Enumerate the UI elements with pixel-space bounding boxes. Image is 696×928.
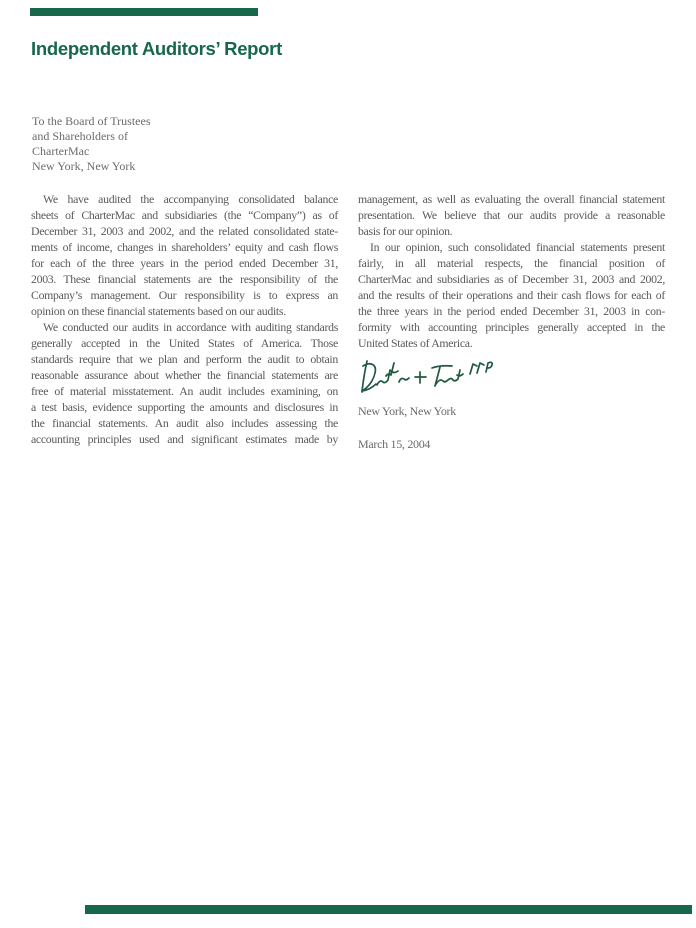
- text-line: We conducted our audits in accordance with auditing standards: [43, 320, 338, 334]
- text-line: for each of the three years in the period ended December 31,: [31, 256, 338, 270]
- text-line: a test basis, evidence supporting the amounts and disclosures in: [31, 400, 338, 414]
- text-line: management, as well as evaluating the overall financial statement: [358, 192, 665, 206]
- paragraph-audit-standards: [31, 319, 338, 447]
- text-line: CharterMac and subsidiaries as of December 31, 2003 and 2002,: [358, 272, 665, 286]
- signature-date: March 15, 2004: [358, 437, 431, 451]
- bottom-accent-rule: [85, 905, 692, 914]
- text-line: We have audited the accompanying consolidated balance: [43, 192, 338, 206]
- text-line: standards require that we plan and perform the audit to obtain: [31, 352, 338, 366]
- text-line: United States of America.: [358, 336, 473, 350]
- text-line: To the Board of Trustees: [32, 114, 151, 128]
- paragraph-opinion: [358, 239, 665, 351]
- text-line: basis for our opinion.: [358, 224, 453, 238]
- text-line: fairly, in all material respects, the financial position of: [358, 256, 665, 270]
- letter-body: [31, 191, 665, 452]
- text-line: formity with accounting principles generally accepted in the: [358, 320, 665, 334]
- text-line: generally accepted in the United States of America. Those: [31, 336, 338, 350]
- signature-deloitte-touche: [358, 358, 498, 398]
- left-column: [31, 191, 338, 452]
- paragraph-audit-standards-continued: [358, 191, 665, 239]
- text-line: sheets of CharterMac and subsidiaries (the “Company”) as of: [31, 208, 338, 222]
- text-line: the financial statements. An audit also includes assessing the: [31, 416, 338, 430]
- text-line: Company’s management. Our responsibility is to express an: [31, 288, 338, 302]
- text-line: 2003. These financial statements are the responsibility of the: [31, 272, 338, 286]
- text-line: accounting principles used and significant estimates made by: [31, 432, 338, 446]
- text-line: In our opinion, such consolidated financial statements present: [370, 240, 665, 254]
- text-line: free of material misstatement. An audit includes examining, on: [31, 384, 338, 398]
- text-line: presentation. We believe that our audits provide a reasonable: [358, 208, 665, 222]
- text-line: CharterMac: [32, 144, 90, 158]
- text-line: December 31, 2003 and 2002, and the related consolidated state-: [31, 224, 338, 238]
- top-accent-rule: [30, 8, 258, 16]
- text-line: ments of income, changes in shareholders’ equity and cash flows: [31, 240, 338, 254]
- signature-location: New York, New York: [358, 404, 456, 418]
- text-line: the three years in the period ended December 31, 2003 in con-: [358, 304, 665, 318]
- text-line: and Shareholders of: [32, 129, 128, 143]
- recipient-address-block: [32, 114, 151, 174]
- text-line: and the results of their operations and their cash flows for each of: [358, 288, 665, 302]
- text-line: New York, New York: [32, 159, 136, 173]
- paragraph-scope-of-audit: [31, 191, 338, 319]
- right-column: [358, 191, 665, 452]
- page-title: Independent Auditors’ Report: [31, 38, 282, 59]
- text-line: reasonable assurance about whether the financial statements are: [31, 368, 338, 382]
- text-line: opinion on these financial statements based on our audits.: [31, 304, 286, 318]
